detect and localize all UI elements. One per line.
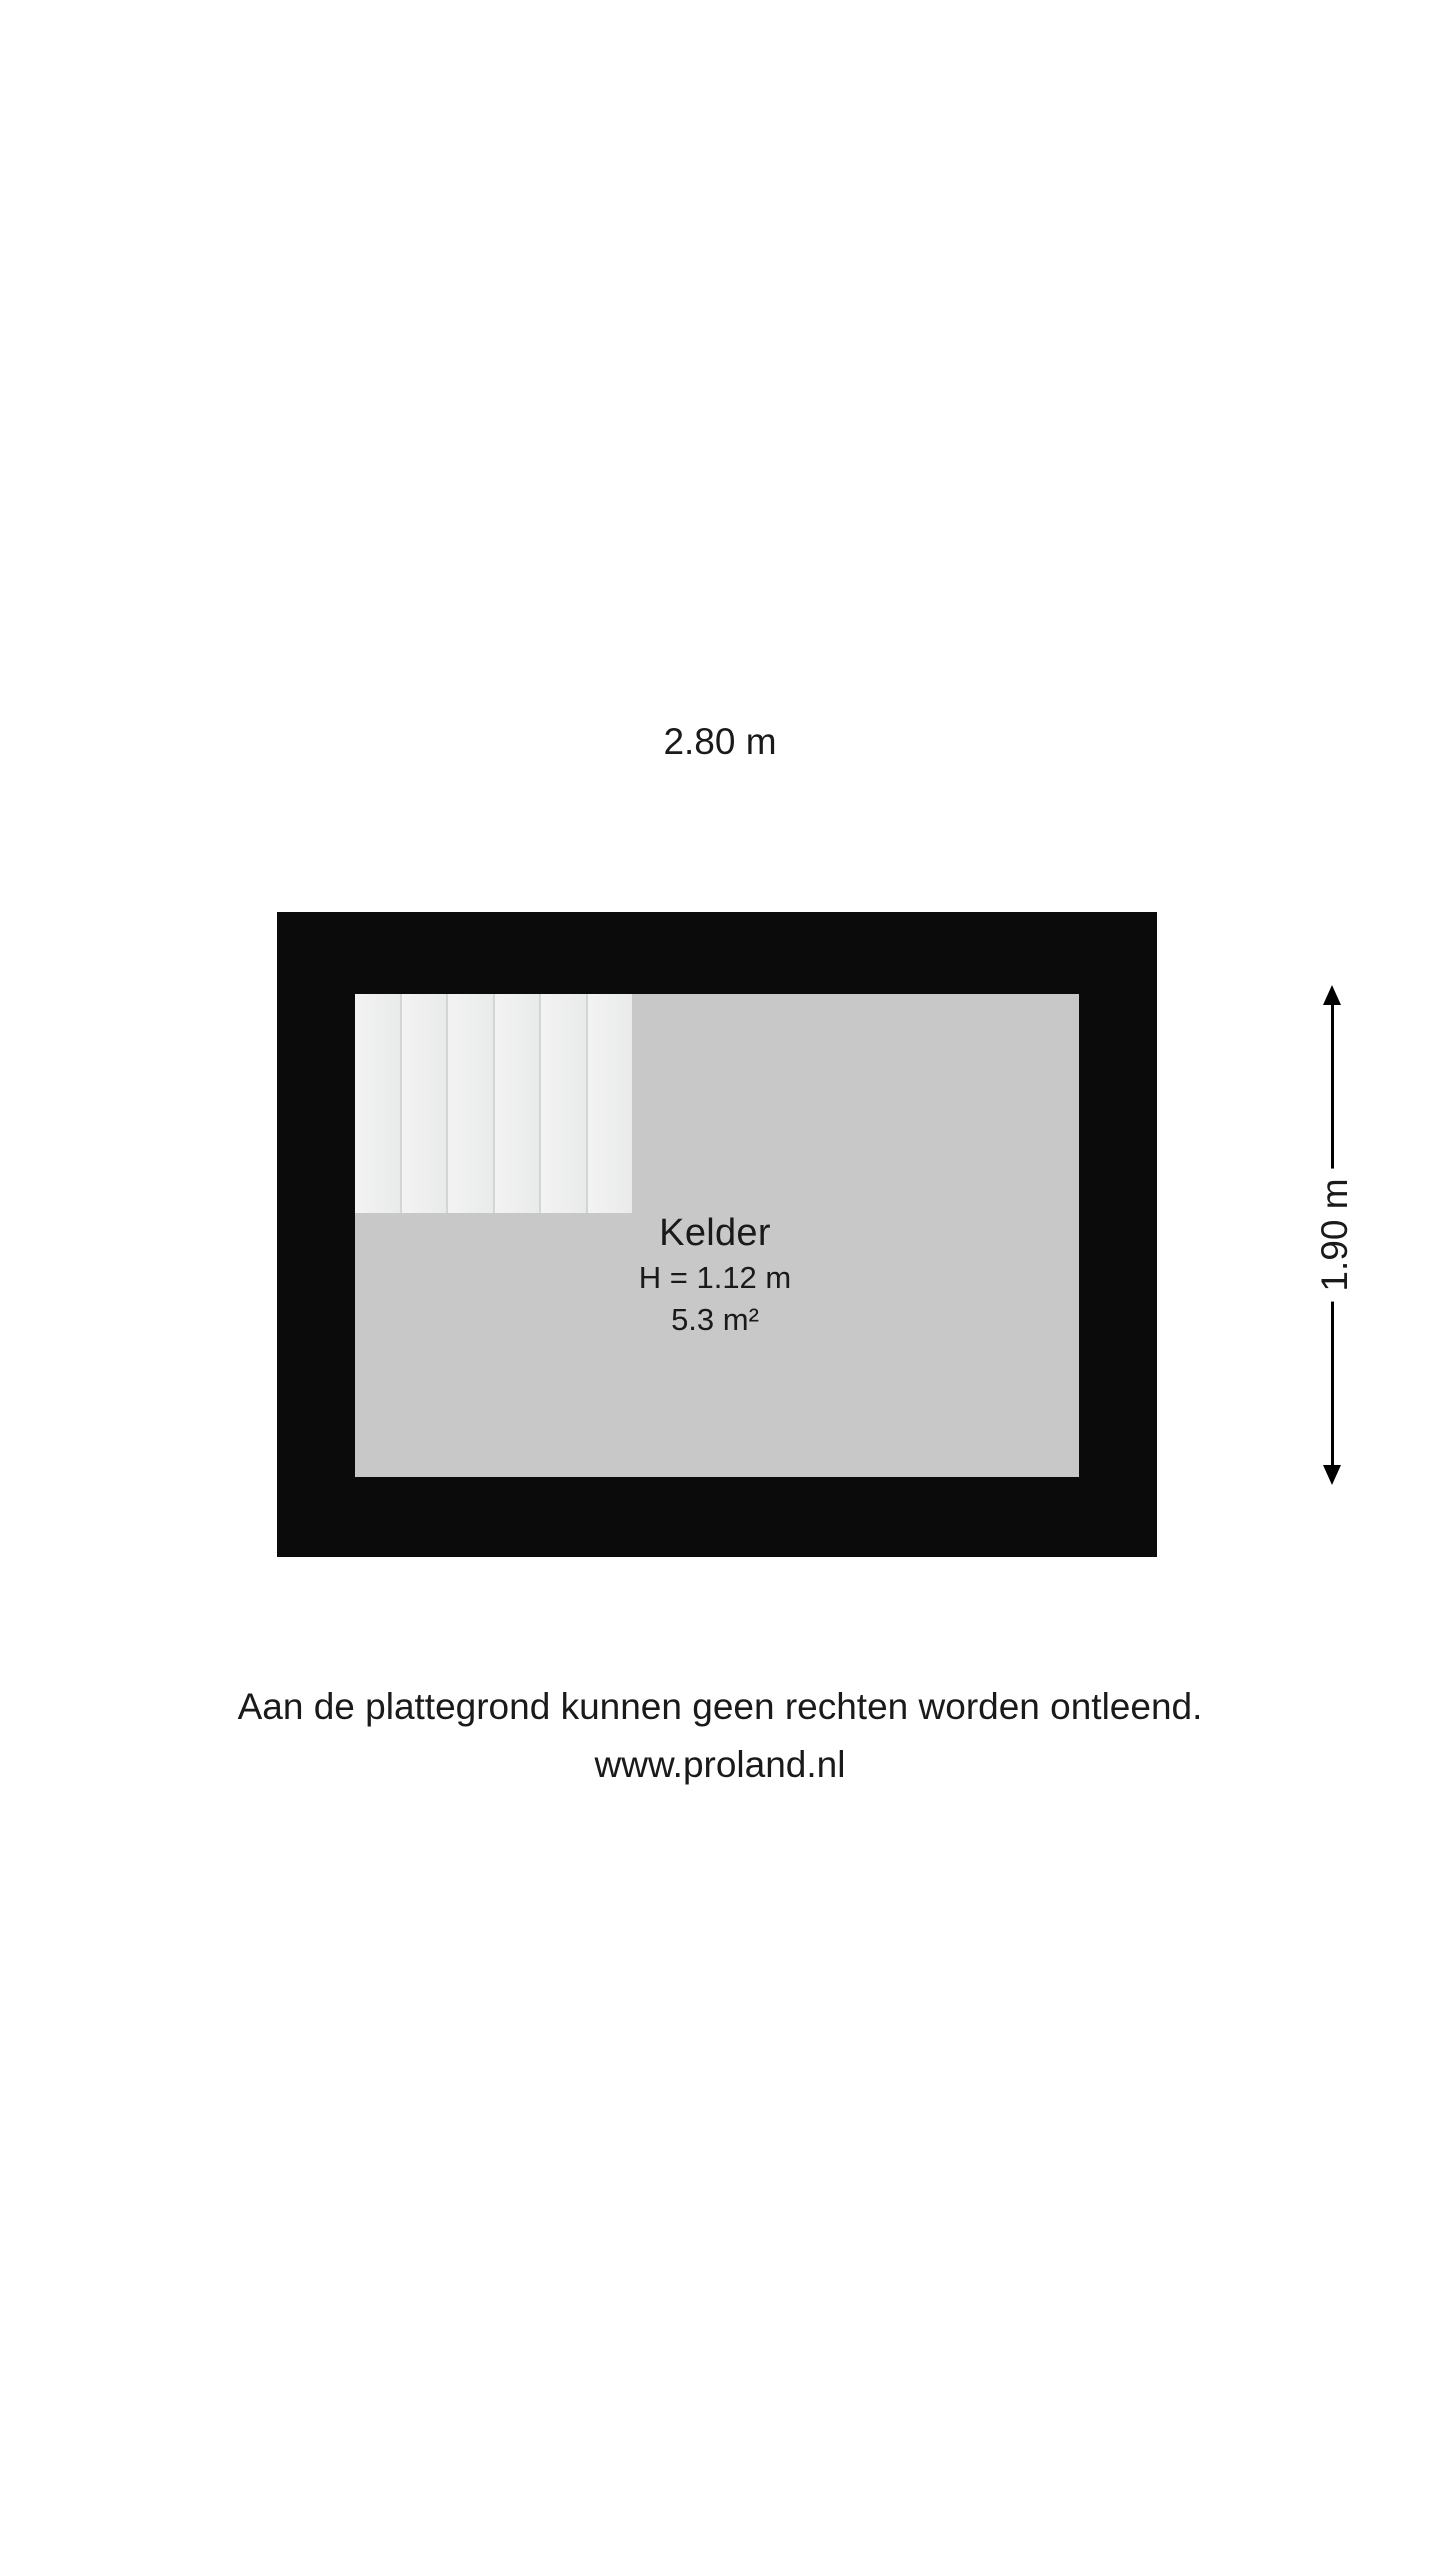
- website-text: www.proland.nl: [594, 1744, 846, 1785]
- arrow-down-icon: [1323, 1465, 1341, 1485]
- disclaimer-text: Aan de plattegrond kunnen geen rechten worden ontleend.: [237, 1686, 1203, 1727]
- staircase-icon: [355, 994, 632, 1213]
- arrow-up-icon: [1323, 985, 1341, 1005]
- room-label-group: [505, 1209, 925, 1341]
- room-height: H = 1.12 m: [638, 1260, 792, 1295]
- footer: [0, 1678, 1440, 1794]
- stair-tread: [541, 994, 588, 1213]
- dimension-height: [1300, 985, 1370, 1485]
- stair-tread: [355, 994, 402, 1213]
- dimension-width-label-wrap: [355, 712, 1085, 772]
- stair-tread: [448, 994, 495, 1213]
- dimension-width-label: 2.80 m: [637, 721, 802, 762]
- wall-outline: [277, 912, 1157, 1557]
- dimension-height-label: 1.90 m: [1314, 1168, 1356, 1301]
- stair-tread: [588, 994, 633, 1213]
- room-kelder: [355, 994, 1079, 1477]
- dimension-width: [355, 712, 1085, 772]
- stair-tread: [495, 994, 542, 1213]
- room-name: Kelder: [659, 1212, 771, 1254]
- stair-tread: [402, 994, 449, 1213]
- room-area: 5.3 m²: [671, 1302, 759, 1337]
